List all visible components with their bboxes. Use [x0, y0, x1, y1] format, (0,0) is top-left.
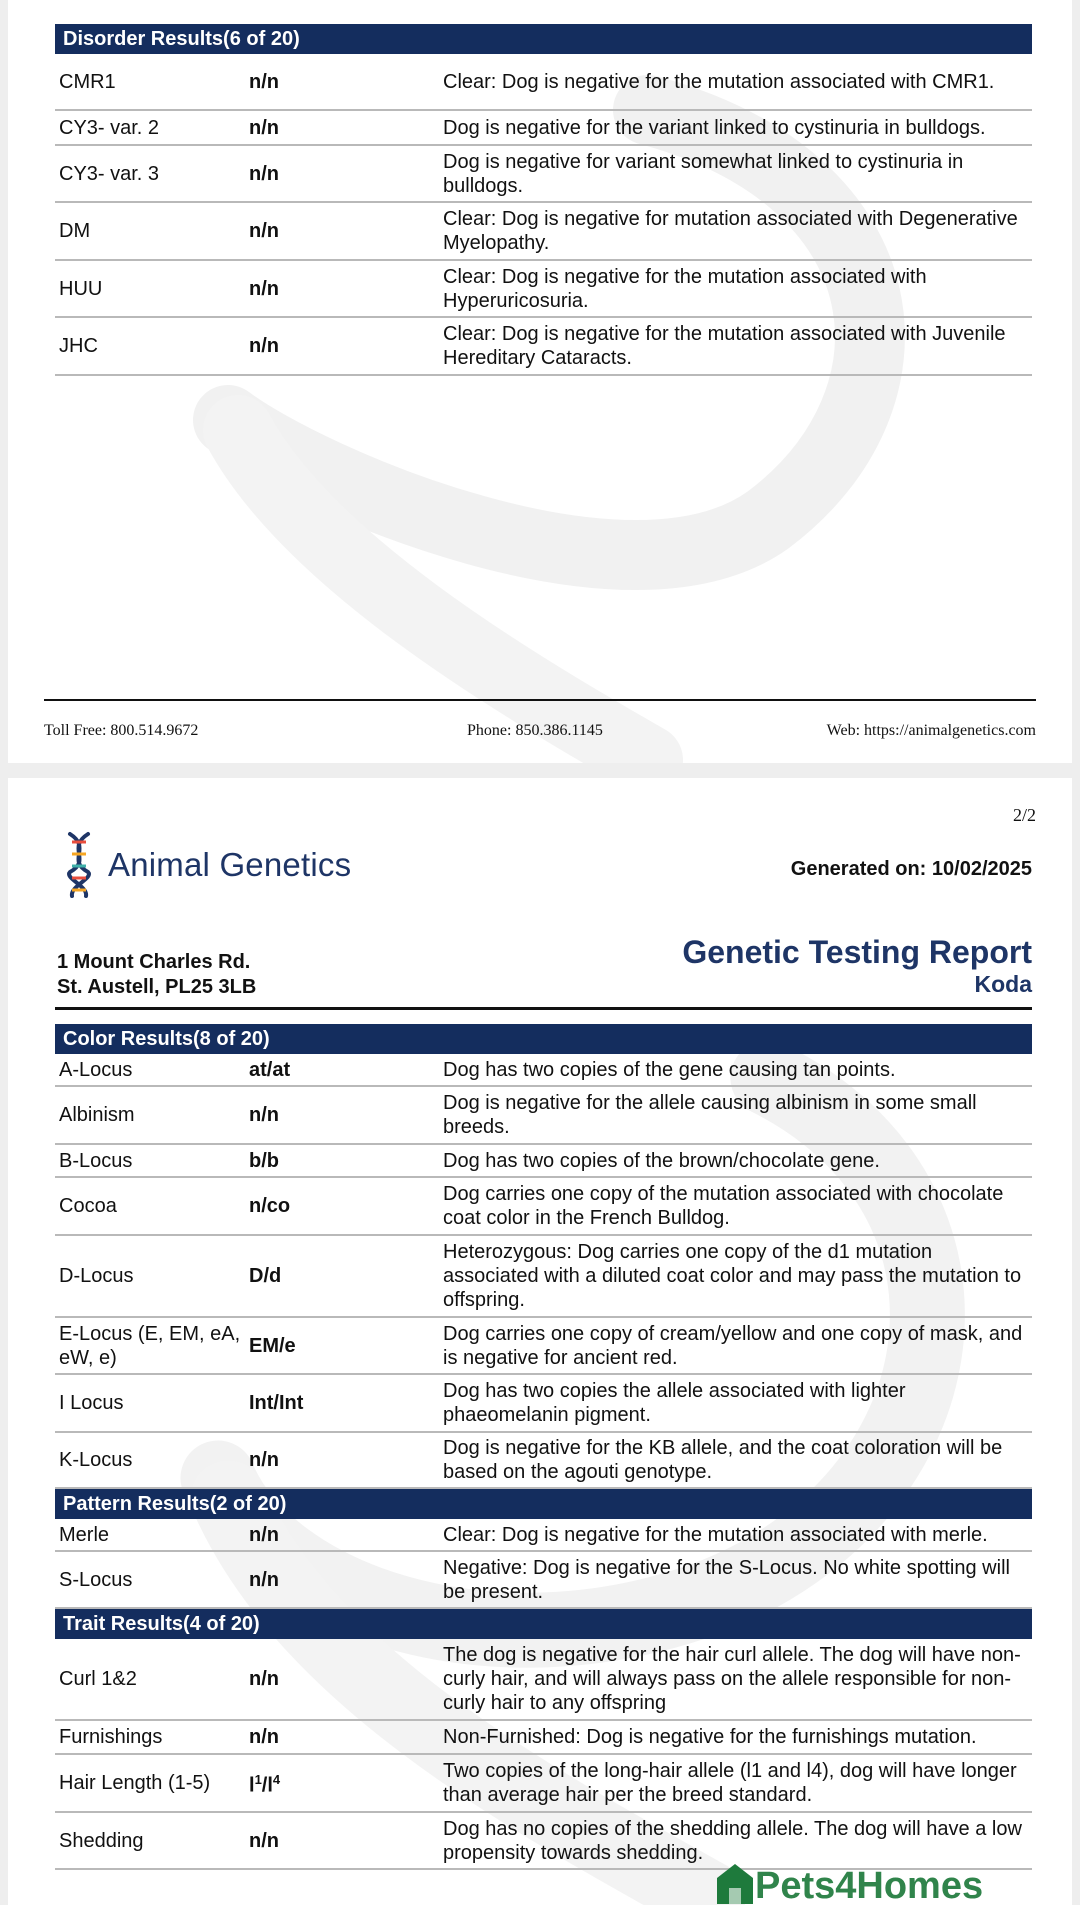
test-name: CY3- var. 3 [59, 162, 160, 185]
result-description: Dog carries one copy of the mutation associated with chocolate coat color in the French Bulldog. [443, 1183, 1004, 1229]
table-row [55, 1318, 1032, 1375]
genotype: Int/Int [249, 1392, 304, 1414]
test-name: K-Locus [59, 1449, 133, 1471]
report-title: Genetic Testing Report [682, 934, 1032, 970]
genotype [249, 1768, 443, 1798]
test-name: Furnishings [59, 1726, 163, 1748]
genotype: n/n [249, 220, 279, 242]
result-description: The dog is negative for the hair curl allele. The dog will have non-curly hair, and will always pass on the allele responsible for non-curly hair to any offspring [443, 1644, 1021, 1714]
animal-genetics-logo [64, 830, 351, 900]
result-description: Clear: Dog is negative for the mutation associated with Hyperuricosuria. [443, 265, 927, 312]
disorder-results-table [55, 24, 1032, 376]
table-row [55, 1639, 1032, 1721]
genotype: EM/e [249, 1334, 296, 1357]
test-name: JHC [59, 335, 98, 357]
table-row [55, 1375, 1032, 1433]
table-row [55, 1433, 1032, 1489]
result-description: Dog is negative for the allele causing albinism in some small breeds. [443, 1092, 977, 1138]
result-description: Clear: Dog is negative for the mutation associated with Juvenile Hereditary Cataracts. [443, 323, 1006, 369]
test-name: HUU [59, 277, 103, 300]
result-description: Dog has two copies of the brown/chocolate gene. [443, 1149, 880, 1172]
genotype: at/at [249, 1058, 291, 1081]
footer-web: Web: https://animalgenetics.com [826, 722, 1036, 739]
test-name: CY3- var. 2 [59, 116, 160, 139]
genotype: n/n [249, 1829, 279, 1852]
genotype-allele-2-superscript: 4 [272, 1772, 281, 1788]
genotype: n/co [249, 1195, 291, 1217]
disorder-results-header: Disorder Results(6 of 20) [55, 24, 1032, 54]
result-description: Dog has no copies of the shedding allele. The dog will have a low propensity towards shedding. [443, 1817, 1022, 1864]
test-name: A-Locus [59, 1058, 133, 1081]
address [57, 950, 256, 1000]
result-description: Dog carries one copy of cream/yellow and one copy of mask, and is negative for ancient red. [443, 1322, 1023, 1369]
footer-phone: Phone: 850.386.1145 [467, 722, 603, 739]
test-name: B-Locus [59, 1149, 133, 1172]
result-description: Clear: Dog is negative for mutation associated with Degenerative Myelopathy. [443, 208, 1018, 254]
genotype: D/d [249, 1265, 282, 1287]
genotype: n/n [249, 335, 279, 357]
table-row [55, 1552, 1032, 1609]
test-name: D-Locus [59, 1265, 134, 1287]
test-name: Merle [59, 1523, 110, 1546]
table-row [55, 1755, 1032, 1813]
header-divider [55, 1007, 1032, 1010]
result-description: Dog is negative for the variant linked to cystinuria in bulldogs. [443, 116, 986, 139]
address-line-1: 1 Mount Charles Rd. [57, 951, 251, 973]
footer-divider [44, 699, 1036, 701]
result-description: Non-Furnished: Dog is negative for the furnishings mutation. [443, 1726, 977, 1748]
address-line-2: St. Austell, PL25 3LB [57, 976, 257, 998]
result-description: Negative: Dog is negative for the S-Locus. No white spotting will be present. [443, 1556, 1010, 1603]
result-description: Two copies of the long-hair allele (l1 and l4), dog will have longer than average hair per the breed standard. [443, 1760, 1017, 1806]
genotype: n/n [249, 1523, 279, 1546]
test-name: S-Locus [59, 1568, 133, 1591]
logo-text: Animal Genetics [108, 846, 352, 883]
genotype: n/n [249, 277, 279, 300]
result-description: Dog has two copies of the gene causing tan points. [443, 1058, 896, 1081]
result-description: Heterozygous: Dog carries one copy of the d1 mutation associated with a diluted coat color and may pass the mutation to offspring. [443, 1241, 1022, 1311]
genotype: n/n [249, 162, 279, 185]
genotype-allele-2: /l [261, 1774, 273, 1797]
report-page-2 [8, 778, 1072, 1905]
table-row [55, 203, 1032, 261]
generated-date: Generated on: 10/02/2025 [790, 858, 1032, 880]
house-icon [717, 1864, 753, 1904]
result-description: Dog is negative for variant somewhat linked to cystinuria in bulldogs. [443, 150, 964, 197]
genotype: n/n [249, 1726, 279, 1748]
result-description: Dog has two copies the allele associated with lighter phaeomelanin pigment. [443, 1380, 906, 1426]
genotype: n/n [249, 70, 279, 93]
genotype: b/b [249, 1149, 279, 1172]
genotype: n/n [249, 1668, 279, 1690]
table-row [55, 261, 1032, 318]
genotype-allele-1-superscript: 1 [254, 1772, 262, 1788]
table-row [55, 1054, 1032, 1087]
table-row [55, 1236, 1032, 1318]
table-row [55, 54, 1032, 111]
test-name: E-Locus (E, EM, eA, eW, e) [59, 1322, 241, 1369]
table-row [55, 1178, 1032, 1236]
test-name: Curl 1&2 [59, 1668, 137, 1690]
pets4homes-watermark [713, 1860, 1043, 1905]
test-name: Albinism [59, 1104, 135, 1126]
page-number: 2/2 [1012, 805, 1036, 825]
result-description: Clear: Dog is negative for the mutation associated with merle. [443, 1523, 988, 1546]
genotype: n/n [249, 1568, 279, 1591]
footer-toll-free: Toll Free: 800.514.9672 [44, 722, 199, 739]
test-name: Hair Length (1-5) [59, 1772, 211, 1794]
color-results-table [55, 1024, 1032, 1870]
dog-name: Koda [974, 971, 1032, 997]
table-row [55, 146, 1032, 203]
genotype-allele-1: l [249, 1774, 255, 1797]
trait-results-header: Trait Results(4 of 20) [55, 1609, 1032, 1639]
table-row [55, 318, 1032, 376]
test-name: CMR1 [59, 70, 116, 93]
table-row [55, 1721, 1032, 1755]
brand-watermark-text: Pets4Homes [755, 1865, 984, 1905]
color-results-header: Color Results(8 of 20) [55, 1024, 1032, 1054]
test-name: Cocoa [59, 1195, 117, 1217]
test-name: I Locus [59, 1392, 124, 1414]
result-description: Clear: Dog is negative for the mutation associated with CMR1. [443, 70, 995, 93]
pattern-results-header: Pattern Results(2 of 20) [55, 1489, 1032, 1519]
table-row [55, 1087, 1032, 1145]
genotype: n/n [249, 1449, 279, 1471]
table-row [55, 1519, 1032, 1552]
genotype: n/n [249, 1104, 279, 1126]
table-row [55, 1145, 1032, 1178]
genotype: n/n [249, 116, 279, 139]
table-row [55, 111, 1032, 146]
test-name: DM [59, 220, 91, 242]
test-name: Shedding [59, 1829, 144, 1852]
result-description: Dog is negative for the KB allele, and the coat coloration will be based on the agouti genotype. [443, 1437, 1003, 1483]
dna-helix-icon [64, 830, 94, 900]
report-page-1 [8, 0, 1072, 763]
